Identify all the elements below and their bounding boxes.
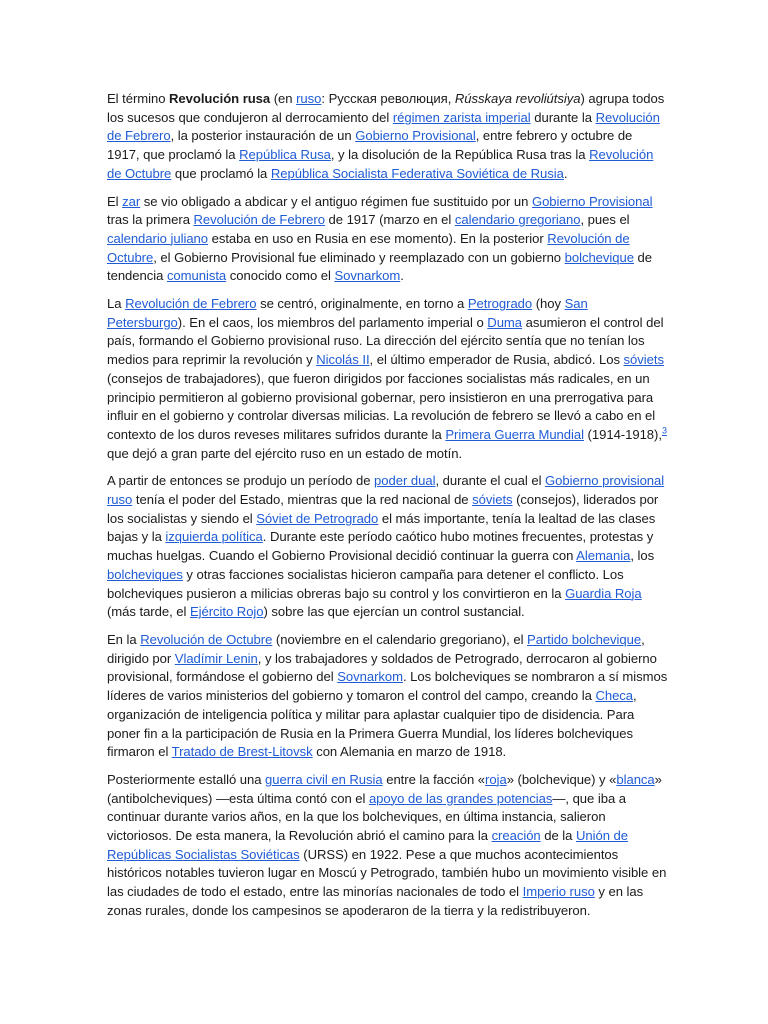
text-run: de la [540, 828, 576, 844]
text-run: , y los trabajadores y soldados de Petrogrado, derrocaron al gobierno provisional, formándose el gobierno del [107, 650, 657, 685]
text-run: , el Gobierno Provisional fue eliminado y reemplazado con un gobierno [153, 249, 565, 265]
text-run: (1914-1918), [583, 426, 662, 442]
wiki-link[interactable]: Checa [595, 688, 634, 704]
text-run: asumieron el control del país, formando el Gobierno provisional ruso. La dirección del ejército sentía que no tenían los medios para reprimir la revolución y [107, 314, 664, 368]
wiki-link[interactable]: Nicolás II [316, 352, 370, 368]
text-run: , organización de inteligencia política y militar para aplastar cualquier tipo de disidencia. Para poner fin a la participación de Rusia en la Primera Guerra Mundial, los líderes bolcheviques firmaron el [107, 688, 637, 760]
paragraph-6 [107, 771, 668, 921]
wiki-link[interactable]: Imperio ruso [522, 884, 595, 900]
text-run: (consejos de trabajadores), que fueron dirigidos por facciones socialistas más radicales, en un principio permitieron al gobierno provisional gobernar, pero insistieron en una prerrogativa para influir en el gobierno y controlar diversas milicias. La revolución de febrero se llevó a cabo en el contexto de los duros reveses militares sufridos durante la [107, 370, 656, 442]
text-run: con Alemania en marzo de 1918. [312, 744, 507, 760]
text-run: estaba en uso en Rusia en ese momento). En la posterior [208, 230, 548, 246]
wiki-link[interactable]: Revolución de Febrero [107, 109, 660, 144]
paragraph-4 [107, 472, 668, 622]
wiki-link[interactable]: Revolución de Octubre [140, 631, 273, 647]
wiki-link[interactable]: Guardia Roja [565, 585, 642, 601]
wiki-link[interactable]: calendario gregoriano [454, 212, 581, 228]
text-run: » (bolchevique) y « [506, 771, 617, 787]
wiki-link[interactable]: Partido bolchevique [527, 631, 642, 647]
text-run: se centró, originalmente, en torno a [256, 296, 468, 312]
text-run: tenía el poder del Estado, mientras que la red nacional de [132, 492, 473, 508]
footnote-reference-link[interactable]: 3 [661, 425, 667, 436]
text-run: , dirigido por [107, 631, 645, 666]
paragraph-1 [107, 90, 668, 184]
wiki-link[interactable]: zar [122, 193, 141, 209]
text-run: ) agrupa todos los sucesos que condujeron al derrocamiento del [107, 91, 665, 125]
text-run: A partir de entonces se produjo un período de [107, 473, 375, 489]
text-run: —, que iba a continuar durante varios años, en la que los bolcheviques, en última instancia, salieron victoriosos. De esta manera, la Revolución abrió el camino para la [107, 790, 627, 844]
text-run: el más importante, tenía la lealtad de las clases bajas y la [107, 510, 656, 545]
wiki-link[interactable]: izquierda política [165, 529, 263, 545]
wiki-link[interactable]: Revolución de Octubre [107, 230, 630, 265]
text-run: y en las zonas rurales, donde los campesinos se apoderaron de la tierra y la redistribuyeron. [107, 884, 644, 918]
text-run: En la [107, 631, 141, 647]
wiki-link[interactable]: Revolución de Octubre [107, 147, 654, 181]
wiki-link[interactable]: República Socialista Federativa Soviética de Rusia [270, 165, 564, 181]
text-run: (más tarde, el [107, 604, 190, 620]
text-run: (en [270, 91, 297, 106]
wiki-link[interactable]: San Petersburgo [107, 296, 588, 330]
wiki-link[interactable]: ruso [296, 91, 322, 106]
text-run: , durante el cual el [435, 473, 546, 489]
wiki-link[interactable]: Alemania [576, 548, 631, 564]
text-run: ). En el caos, los miembros del parlamento imperial o [177, 314, 488, 330]
text-run: de tendencia [107, 249, 653, 284]
text-run: El término [107, 91, 170, 106]
text-run: Posteriormente estalló una [107, 771, 266, 787]
wiki-link[interactable]: blanca [616, 771, 655, 787]
text-run: , la posterior instauración de un [170, 128, 356, 144]
wiki-link[interactable]: Gobierno Provisional [531, 193, 653, 209]
bold-term: Revolución rusa [169, 91, 271, 106]
text-run: que proclamó la [171, 165, 271, 181]
footnote-marker[interactable] [662, 426, 667, 436]
wiki-link[interactable]: Ejército Rojo [189, 604, 264, 620]
text-run: (hoy [532, 296, 565, 312]
article-body [107, 90, 668, 921]
paragraph-5 [107, 631, 668, 762]
wiki-link[interactable]: Gobierno Provisional [355, 128, 476, 144]
wiki-link[interactable]: poder dual [374, 473, 436, 489]
wiki-link[interactable]: Duma [487, 314, 523, 330]
wiki-link[interactable]: Primera Guerra Mundial [445, 426, 584, 442]
text-run: . [400, 268, 404, 284]
wiki-link[interactable]: guerra civil en Rusia [265, 771, 383, 787]
paragraph-3 [107, 295, 668, 463]
wiki-link[interactable]: Revolución de Febrero [125, 296, 257, 312]
text-run: : Русская революция, [321, 91, 455, 106]
wiki-link[interactable]: bolchevique [564, 249, 634, 265]
text-run: . Durante este período caótico hubo motines frecuentes, protestas y muchas huelgas. Cuando el Gobierno Provisional decidió continuar la guerra con [107, 529, 654, 564]
text-run: se vio obligado a abdicar y el antiguo régimen fue sustituido por un [140, 193, 532, 209]
wiki-link[interactable]: roja [485, 771, 507, 787]
wiki-link[interactable]: calendario juliano [107, 230, 209, 246]
text-run: , pues el [580, 212, 630, 228]
text-run: de 1917 (marzo en el [324, 212, 455, 228]
wiki-link[interactable]: bolcheviques [107, 566, 183, 582]
wiki-link[interactable]: sóviets [472, 492, 513, 508]
wiki-link[interactable]: Vladímir Lenin [174, 650, 258, 666]
text-run: (URSS) en 1922. Pese a que muchos acontecimientos históricos notables tuvieron lugar en Moscú y Petrogrado, también hubo un movimiento visible en las ciudades de todo el estado, entre las minorías nacionales de todo el [107, 846, 667, 900]
text-run: » (antibolcheviques) —esta última contó con el [107, 771, 662, 806]
wiki-link[interactable]: República Rusa [239, 147, 331, 163]
text-run: durante la [530, 109, 596, 125]
italic-text: Rússkaya revoliútsiya [454, 91, 581, 106]
text-run: ) sobre las que ejercían un control sustancial. [263, 604, 525, 620]
text-run: , los [630, 548, 655, 564]
paragraph-2 [107, 193, 668, 287]
wiki-link[interactable]: Petrogrado [467, 296, 533, 312]
wiki-link[interactable]: apoyo de las grandes potencias [368, 790, 553, 806]
wiki-link[interactable]: Sóviet de Petrogrado [256, 510, 379, 526]
text-run: , entre febrero y octubre de 1917, que proclamó la [107, 128, 633, 163]
wiki-link[interactable]: Sovnarkom [337, 669, 403, 685]
text-run: tras la primera [107, 212, 194, 228]
wiki-link[interactable]: Tratado de Brest-Litovsk [171, 744, 313, 760]
text-run: (consejos), liderados por los socialistas y siendo el [107, 492, 659, 526]
wiki-link[interactable]: comunista [166, 268, 227, 284]
text-run: . [563, 165, 568, 181]
text-run: El [107, 193, 123, 209]
text-run: y otras facciones socialistas hicieron campaña para detener el conflicto. Los bolcheviques pusieron a milicias obreras bajo su control y los convirtieron en la [107, 566, 624, 601]
text-run: que dejó a gran parte del ejército ruso en un estado de motín. [107, 445, 463, 461]
text-run: La [107, 296, 126, 312]
wiki-link[interactable]: Sovnarkom [334, 268, 401, 284]
text-run: , el último emperador de Rusia, abdicó. Los [369, 352, 624, 368]
text-run: . Los bolcheviques se nombraron a sí mismos líderes de varios ministerios del gobierno y tomaron el control del campo, creando la [107, 669, 668, 704]
wiki-link[interactable]: sóviets [623, 352, 664, 368]
text-run: entre la facción « [382, 771, 486, 787]
wiki-link[interactable]: creación [491, 828, 541, 844]
wiki-link[interactable]: Gobierno provisional ruso [107, 473, 665, 508]
wiki-link[interactable]: Unión de Repúblicas Socialistas Soviéticas [107, 828, 628, 862]
text-run: , y la disolución de la República Rusa tras la [330, 147, 590, 163]
text-run: conocido como el [226, 268, 335, 284]
wiki-link[interactable]: régimen zarista imperial [392, 109, 531, 125]
wiki-link[interactable]: Revolución de Febrero [193, 212, 325, 228]
text-run: (noviembre en el calendario gregoriano), el [272, 631, 528, 647]
